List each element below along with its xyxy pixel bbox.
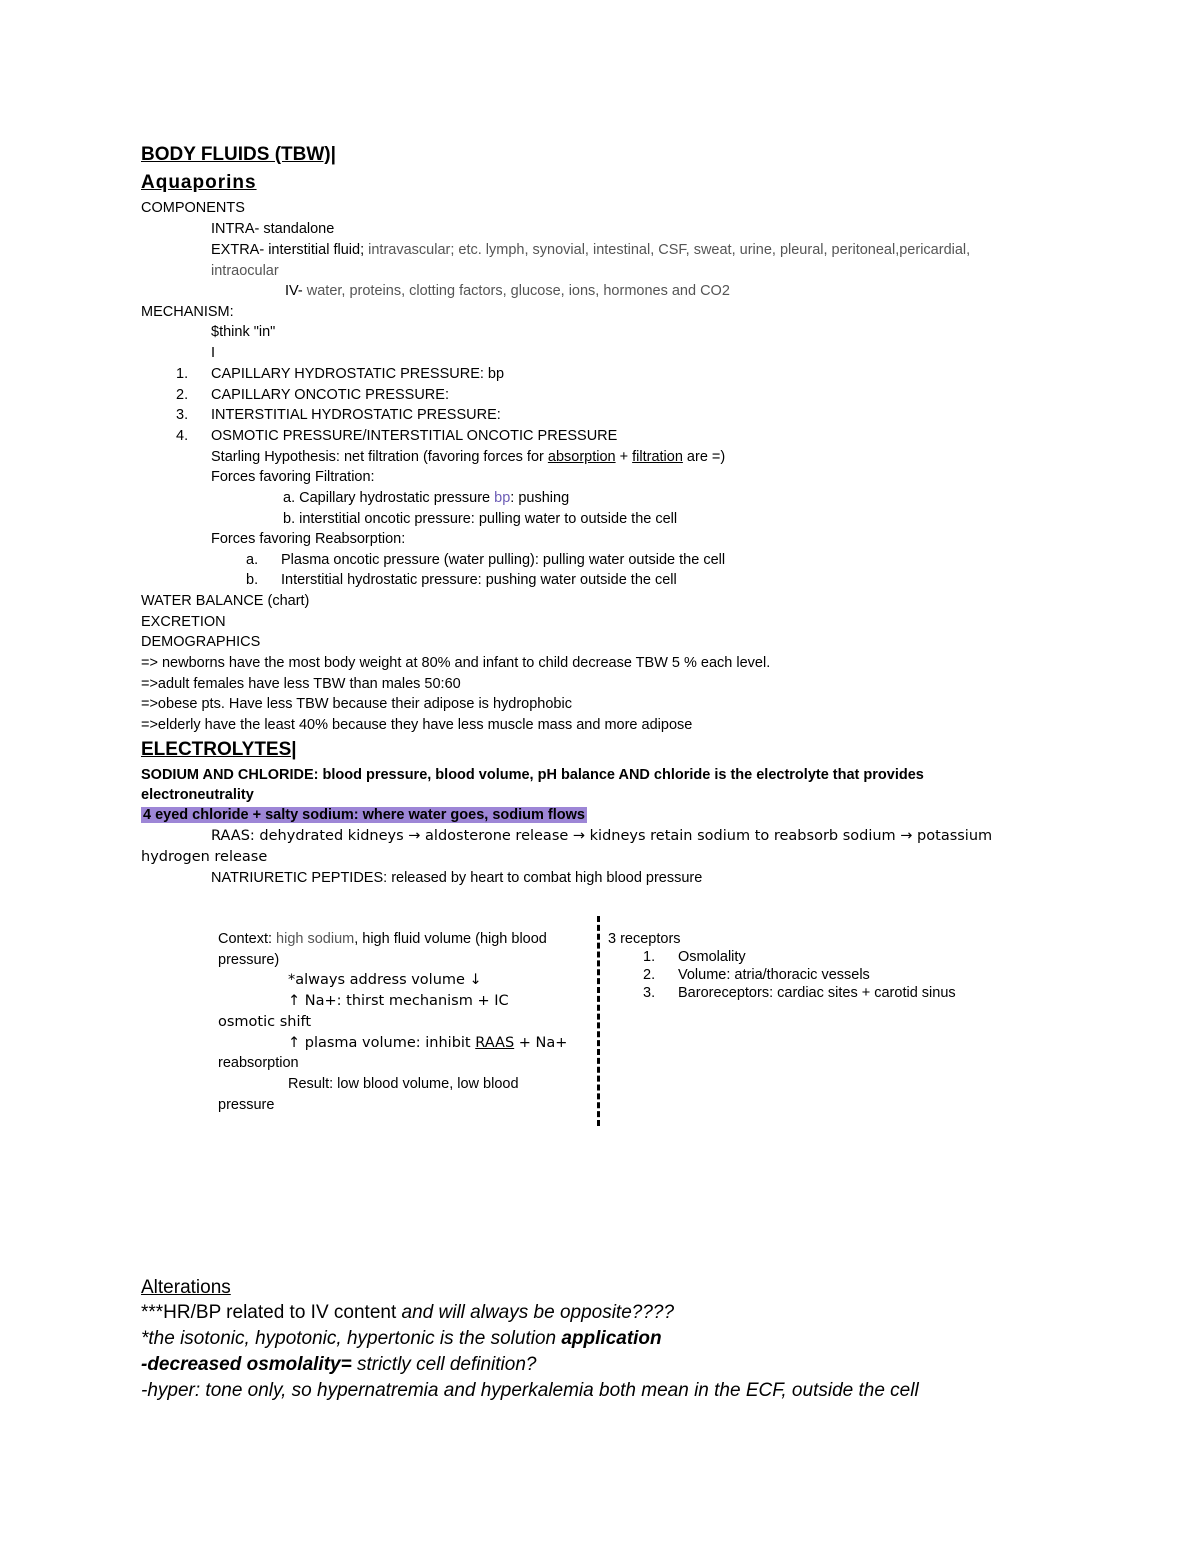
plasma-wrap: reabsorption <box>218 1055 299 1071</box>
context-rest: , high fluid volume (high blood <box>354 931 547 947</box>
water-balance: WATER BALANCE (chart) <box>141 593 310 609</box>
starling-absorption: absorption <box>547 449 616 465</box>
text-cursor: I <box>211 345 216 361</box>
highlight-text: 4 eyed chloride + salty sodium: where water goes, sodium flows <box>143 807 585 823</box>
context-sodium: high sodium <box>276 931 355 947</box>
na-line: ↑ Na+: thirst mechanism + IC <box>288 993 509 1009</box>
demographics: DEMOGRAPHICS <box>141 634 261 650</box>
list-item: INTERSTITIAL HYDROSTATIC PRESSURE: <box>211 407 501 423</box>
list-item: Baroreceptors: cardiac sites + carotid sinus <box>678 985 956 1001</box>
list-item: OSMOTIC PRESSURE/INTERSTITIAL ONCOTIC PRESSURE <box>211 428 618 444</box>
result-wrap: pressure <box>218 1097 275 1113</box>
column-divider <box>597 916 600 1126</box>
excretion: EXCRETION <box>141 614 226 630</box>
list-item: CAPILLARY ONCOTIC PRESSURE: <box>211 387 449 403</box>
plasma-line <box>288 1034 567 1052</box>
iv-line <box>285 282 730 300</box>
list-number: a. <box>246 552 259 568</box>
demo-line: => newborns have the most body weight at 80% and infant to child decrease TBW 5 % each level. <box>141 655 771 671</box>
alterations-heading: Alterations <box>141 1277 231 1298</box>
iv-rest: water, proteins, clotting factors, glucose, ions, hormones and CO2 <box>306 283 730 299</box>
alteration-bold: -decreased osmolality= <box>141 1354 352 1375</box>
list-number: 3. <box>643 985 656 1001</box>
electrolytes-heading: ELECTROLYTES| <box>141 739 297 760</box>
intra-line: INTRA- standalone <box>211 221 335 237</box>
context-wrap: pressure) <box>218 952 280 968</box>
list-item: Plasma oncotic pressure (water pulling): pulling water outside the cell <box>281 552 726 568</box>
starling-text: Starling Hypothesis: net filtration (favoring forces for <box>211 449 548 465</box>
mechanism-label: MECHANISM: <box>141 304 234 320</box>
receptors-title: 3 receptors <box>608 931 681 947</box>
alteration-italic: and will always be opposite???? <box>401 1302 675 1323</box>
filtration-label: Forces favoring Filtration: <box>211 469 375 485</box>
extra-wrap: intraocular <box>211 263 279 279</box>
demo-line: =>adult females have less TBW than males 50:60 <box>141 676 461 692</box>
list-number: 4. <box>176 428 189 444</box>
filtration-a <box>283 489 569 507</box>
alteration-line <box>141 1353 536 1377</box>
list-item: CAPILLARY HYDROSTATIC PRESSURE: bp <box>211 366 505 382</box>
raas-wrap: hydrogen release <box>141 849 268 865</box>
extra-lead: EXTRA- interstitial fluid; <box>211 242 369 258</box>
na-wrap: osmotic shift <box>218 1014 312 1030</box>
always-line: *always address volume ↓ <box>288 972 482 988</box>
context-line <box>218 930 547 948</box>
list-number: 1. <box>643 949 656 965</box>
sodium-line: SODIUM AND CHLORIDE: blood pressure, blood volume, pH balance AND chloride is the electrolyte that provides <box>141 767 924 783</box>
alteration-text: strictly cell definition? <box>351 1354 537 1375</box>
result-line: Result: low blood volume, low blood <box>288 1076 519 1092</box>
components-label: COMPONENTS <box>141 200 245 216</box>
list-item: Volume: atria/thoracic vessels <box>678 967 870 983</box>
starling-end: are =) <box>682 449 726 465</box>
think-line: $think "in" <box>211 324 276 340</box>
mnemonic-highlight <box>141 806 587 824</box>
starling-line <box>211 448 725 466</box>
plasma-end: + Na+ <box>514 1035 568 1051</box>
alteration-bold: application <box>561 1328 662 1349</box>
filtration-a-bp: bp <box>494 490 511 506</box>
iv-lead: IV- <box>285 283 307 299</box>
demo-line: =>elderly have the least 40% because they have less muscle mass and more adipose <box>141 717 693 733</box>
alteration-text: ***HR/BP related to IV content <box>141 1302 402 1323</box>
sodium-wrap: electroneutrality <box>141 787 254 803</box>
plasma-raas: RAAS <box>475 1035 515 1051</box>
filtration-a-end: : pushing <box>510 490 570 506</box>
filtration-b: b. interstitial oncotic pressure: pulling water to outside the cell <box>283 511 678 527</box>
list-number: 2. <box>176 387 189 403</box>
list-item: Interstitial hydrostatic pressure: pushing water outside the cell <box>281 572 677 588</box>
extra-line <box>211 241 970 259</box>
list-number: 1. <box>176 366 189 382</box>
filtration-a-text: a. Capillary hydrostatic pressure <box>283 490 495 506</box>
list-number: b. <box>246 572 259 588</box>
alteration-text: *the isotonic, hypotonic, hypertonic is the solution <box>141 1328 562 1349</box>
natriuretic-line: NATRIURETIC PEPTIDES: released by heart to combat high blood pressure <box>211 870 703 886</box>
page-title: BODY FLUIDS (TBW)| <box>141 144 336 165</box>
raas-line: RAAS: dehydrated kidneys → aldosterone release → kidneys retain sodium to reabsorb sodium → potassium <box>211 828 993 844</box>
list-item: Osmolality <box>678 949 746 965</box>
aquaporins-heading: Aquaporins <box>141 172 257 193</box>
demo-line: =>obese pts. Have less TBW because their adipose is hydrophobic <box>141 696 572 712</box>
context-lead: Context: <box>218 931 277 947</box>
starling-filtration: filtration <box>632 449 683 465</box>
extra-rest: intravascular; etc. lymph, synovial, intestinal, CSF, sweat, urine, pleural, peritoneal,pericardial, <box>368 242 971 258</box>
list-number: 2. <box>643 967 656 983</box>
list-number: 3. <box>176 407 189 423</box>
reabsorption-label: Forces favoring Reabsorption: <box>211 531 406 547</box>
starling-plus: + <box>615 449 633 465</box>
plasma-lead: ↑ plasma volume: inhibit <box>288 1035 476 1051</box>
alteration-line <box>141 1301 674 1325</box>
alteration-line: -hyper: tone only, so hypernatremia and hyperkalemia both mean in the ECF, outside the cell <box>141 1380 919 1401</box>
alteration-line <box>141 1327 662 1351</box>
